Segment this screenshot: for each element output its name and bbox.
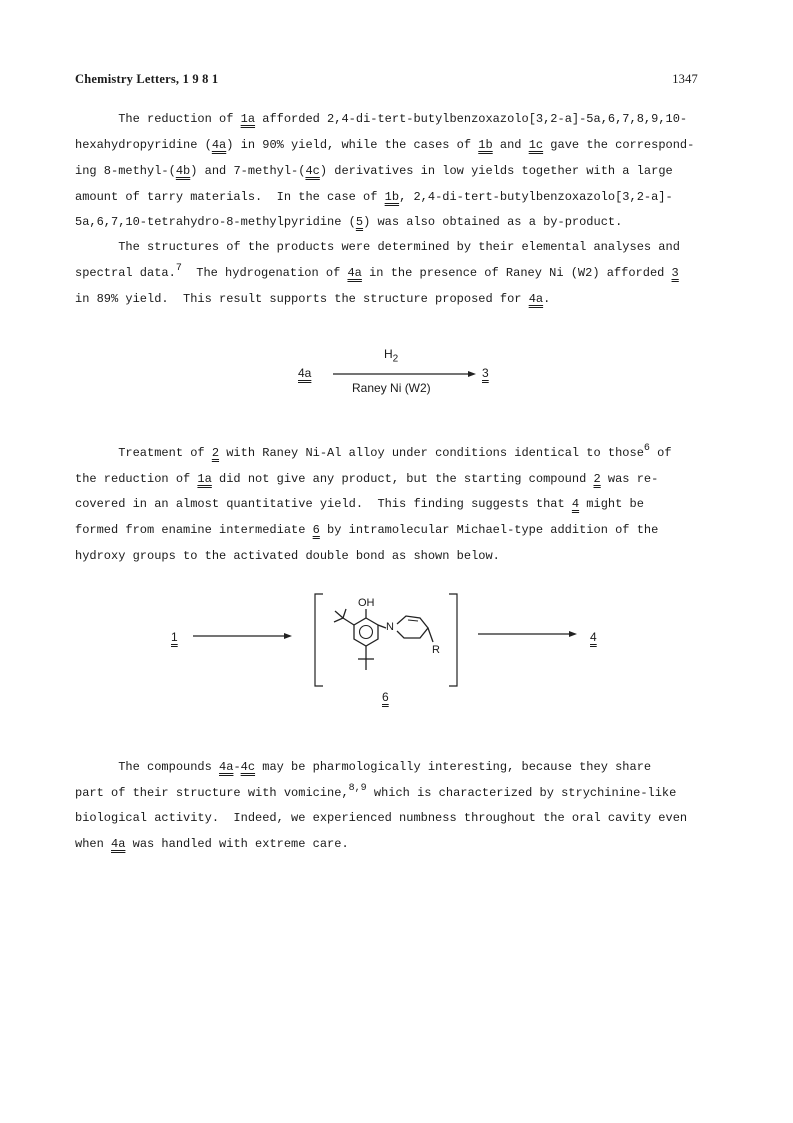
compound-ref: 1a [197,472,212,486]
tbu-methyl [334,618,343,622]
citation: 6 [643,443,650,454]
citation: 7 [175,263,182,274]
r-label: R [432,644,440,656]
compound-ref: 1b [384,190,400,204]
scheme-reactant: 4a [298,366,312,380]
oh-label: OH [358,597,375,609]
double-bond [408,620,418,621]
text-line: when 4a was handled with extreme care. [75,837,349,851]
text-line: ing 8-methyl-(4b) and 7-methyl-(4c) derivatives in low yields together with a large [75,164,673,178]
text-line: formed from enamine intermediate 6 by intramolecular Michael-type addition of the [75,523,659,537]
compound-ref: 2 [211,446,220,460]
tbu-methyl [343,609,346,618]
intermediate-label: 6 [382,690,389,704]
scheme-product: 4 [590,630,597,644]
compound-ref: 3 [671,266,679,280]
compound-ref: 1c [528,138,544,152]
aromatic-circle [360,626,373,639]
n-label: N [386,621,394,633]
tbu-methyl [335,611,343,618]
page-number: 1347 [672,72,698,86]
scheme-reagent-bottom: Raney Ni (W2) [352,381,431,395]
r-bond [428,628,433,642]
compound-ref: 4c [240,760,256,774]
text-line: hexahydropyridine (4a) in 90% yield, while the cases of 1b and 1c gave the correspond- [75,138,695,152]
compound-ref: 6 [312,523,320,537]
benzene-ring [354,618,378,646]
right-bracket [449,594,457,686]
compound-ref: 4a [111,837,126,851]
tbu-bond [343,618,354,625]
text-line: covered in an almost quantitative yield. This finding suggests that 4 might be [75,497,644,511]
arrow-head [569,631,577,637]
compound-ref: 4a [219,760,234,774]
compound-ref: 4a [347,266,362,280]
scheme-reagent-top: $H_2$ [384,347,399,365]
left-bracket [315,594,323,686]
text-line: The structures of the products were determined by their elemental analyses and [75,240,680,254]
compound-ref: 1b [478,138,493,152]
compound-ref: 4a [211,138,227,152]
text-line: The compounds 4a-4c may be pharmologically interesting, because they share [75,760,652,774]
compound-ref: 4 [571,497,580,511]
text-line: part of their structure with vomicine,$^{8,9}$ which is characterized by strychinine-like [75,783,677,800]
journal-header: Chemistry Letters, 1 9 8 1 [75,72,219,86]
text-line: 5a,6,7,10-tetrahydro-8-methylpyridine (5) was also obtained as a by-product. [75,215,623,229]
compound-ref: 2 [593,472,601,486]
compound-ref: 5 [355,215,364,229]
text-line: in 89% yield. This result supports the structure proposed for 4a. [75,292,551,306]
text-line: Treatment of 2 with Raney Ni-Al alloy under conditions identical to those$^6$ of [75,443,672,460]
text-line: The reduction of 1a afforded 2,4-di-tert-butylbenzoxazolo[3,2-a]-5a,6,7,8,9,10- [75,112,688,126]
text-line: the reduction of 1a did not give any product, but the starting compound 2 was re- [75,472,659,486]
n-bond [378,625,386,628]
text-line: biological activity. Indeed, we experienced numbness throughout the oral cavity even [75,811,688,825]
scheme-start: 1 [171,630,178,644]
citation: 8,9 [348,783,367,794]
scheme-product: 3 [482,366,489,380]
text-line: hydroxy groups to the activated double bond as shown below. [75,549,500,563]
pyridine-ring [397,616,428,638]
text-line: amount of tarry materials. In the case of 1b, 2,4-di-tert-butylbenzoxazolo[3,2-a]- [75,190,673,204]
text-line: spectral data.$^7$ The hydrogenation of 4a in the presence of Raney Ni (W2) afforded 3 [75,263,679,280]
subscript: 2 [392,353,399,365]
compound-ref: 4b [175,164,191,178]
compound-ref: 4a [528,292,544,306]
compound-ref: 1a [240,112,256,126]
arrow-head [284,633,292,639]
compound-ref: 4c [305,164,320,178]
